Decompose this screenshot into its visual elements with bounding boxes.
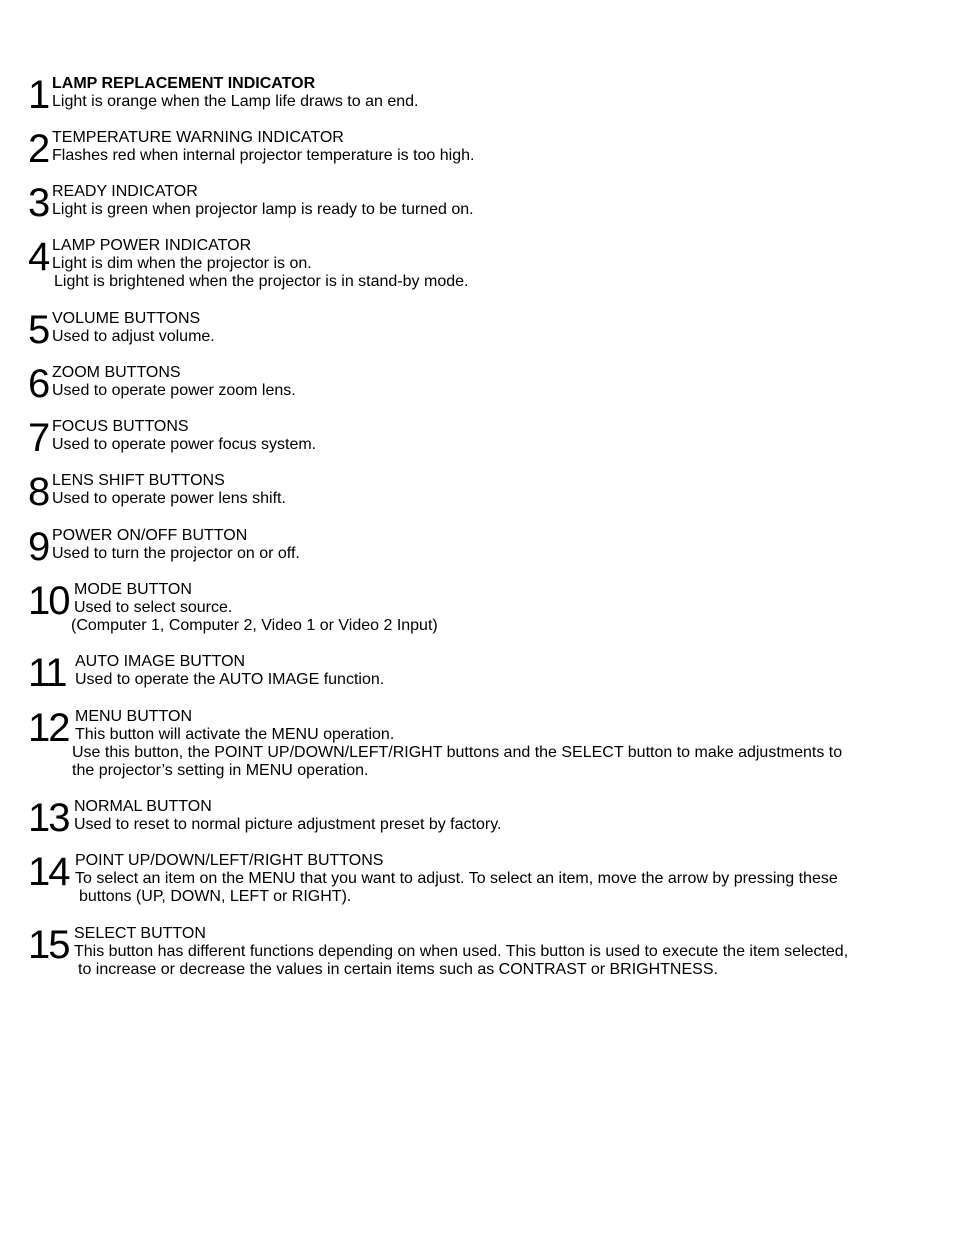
item-number: 4 bbox=[28, 235, 49, 279]
item-line: Light is green when projector lamp is ready to be turned on. bbox=[52, 201, 474, 218]
item-number: 15 bbox=[28, 923, 69, 967]
item-title: MODE BUTTON bbox=[74, 581, 192, 598]
item-text bbox=[52, 418, 316, 454]
item-line: This button will activate the MENU operation. bbox=[75, 726, 395, 743]
item-text bbox=[74, 798, 501, 834]
item-text bbox=[72, 708, 843, 780]
item-text bbox=[71, 581, 438, 635]
item-text bbox=[74, 925, 848, 979]
item-number: 1 bbox=[28, 73, 49, 117]
item-number: 13 bbox=[28, 796, 69, 840]
item-text bbox=[52, 527, 300, 563]
item-text bbox=[52, 364, 296, 400]
item-number: 5 bbox=[28, 308, 49, 352]
item-line: To select an item on the MENU that you want to adjust. To select an item, move the arrow by pressing these bbox=[75, 870, 838, 887]
item-line: Used to reset to normal picture adjustment preset by factory. bbox=[74, 816, 502, 833]
item-line: Used to turn the projector on or off. bbox=[52, 545, 300, 562]
item-title: FOCUS BUTTONS bbox=[52, 418, 189, 435]
item-number: 14 bbox=[28, 850, 69, 894]
item-number: 11 bbox=[28, 651, 66, 695]
item-text bbox=[52, 237, 468, 291]
item-number: 7 bbox=[28, 416, 49, 460]
item-line: Light is brightened when the projector is in stand-by mode. bbox=[54, 273, 469, 290]
item-number: 9 bbox=[28, 525, 49, 569]
item-number: 2 bbox=[28, 127, 49, 171]
item-text bbox=[52, 472, 286, 508]
item-title: LAMP POWER INDICATOR bbox=[52, 237, 252, 254]
item-title: ZOOM BUTTONS bbox=[52, 364, 181, 381]
item-line: buttons (UP, DOWN, LEFT or RIGHT). bbox=[79, 888, 352, 905]
item-text bbox=[52, 129, 474, 165]
item-title: LENS SHIFT BUTTONS bbox=[52, 472, 225, 489]
item-line: Flashes red when internal projector temperature is too high. bbox=[52, 147, 475, 164]
item-title: TEMPERATURE WARNING INDICATOR bbox=[52, 129, 344, 146]
item-line: to increase or decrease the values in certain items such as CONTRAST or BRIGHTNESS. bbox=[78, 961, 718, 978]
item-line: Light is dim when the projector is on. bbox=[52, 255, 312, 272]
item-line: Used to operate power lens shift. bbox=[52, 490, 286, 507]
item-title: AUTO IMAGE BUTTON bbox=[75, 653, 246, 670]
item-line: the projector’s setting in MENU operation. bbox=[72, 762, 369, 779]
item-line: Used to operate power zoom lens. bbox=[52, 382, 296, 399]
item-line: Used to operate the AUTO IMAGE function. bbox=[75, 671, 385, 688]
item-number: 12 bbox=[28, 706, 69, 750]
item-text bbox=[52, 75, 418, 111]
item-text bbox=[52, 183, 474, 219]
item-number: 10 bbox=[28, 579, 69, 623]
item-line: Used to operate power focus system. bbox=[52, 436, 317, 453]
item-text bbox=[75, 852, 838, 906]
item-line: This button has different functions depending on when used. This button is used to execute the item selected, bbox=[74, 943, 849, 960]
item-number: 3 bbox=[28, 181, 49, 225]
item-line: Use this button, the POINT UP/DOWN/LEFT/RIGHT buttons and the SELECT button to make adjustments to bbox=[72, 744, 843, 761]
item-line: Used to select source. bbox=[74, 599, 233, 616]
item-title: POINT UP/DOWN/LEFT/RIGHT BUTTONS bbox=[75, 852, 384, 869]
item-title: LAMP REPLACEMENT INDICATOR bbox=[52, 75, 316, 92]
item-title: MENU BUTTON bbox=[75, 708, 193, 725]
item-title: SELECT BUTTON bbox=[74, 925, 206, 942]
item-title: POWER ON/OFF BUTTON bbox=[52, 527, 248, 544]
item-line: Used to adjust volume. bbox=[52, 328, 215, 345]
item-title: READY INDICATOR bbox=[52, 183, 198, 200]
item-text bbox=[75, 653, 384, 689]
item-number: 6 bbox=[28, 362, 49, 406]
item-text bbox=[52, 310, 215, 346]
item-line: (Computer 1, Computer 2, Video 1 or Video 2 Input) bbox=[71, 617, 438, 634]
item-line: Light is orange when the Lamp life draws to an end. bbox=[52, 93, 419, 110]
item-title: VOLUME BUTTONS bbox=[52, 310, 201, 327]
item-title: NORMAL BUTTON bbox=[74, 798, 212, 815]
item-number: 8 bbox=[28, 470, 49, 514]
